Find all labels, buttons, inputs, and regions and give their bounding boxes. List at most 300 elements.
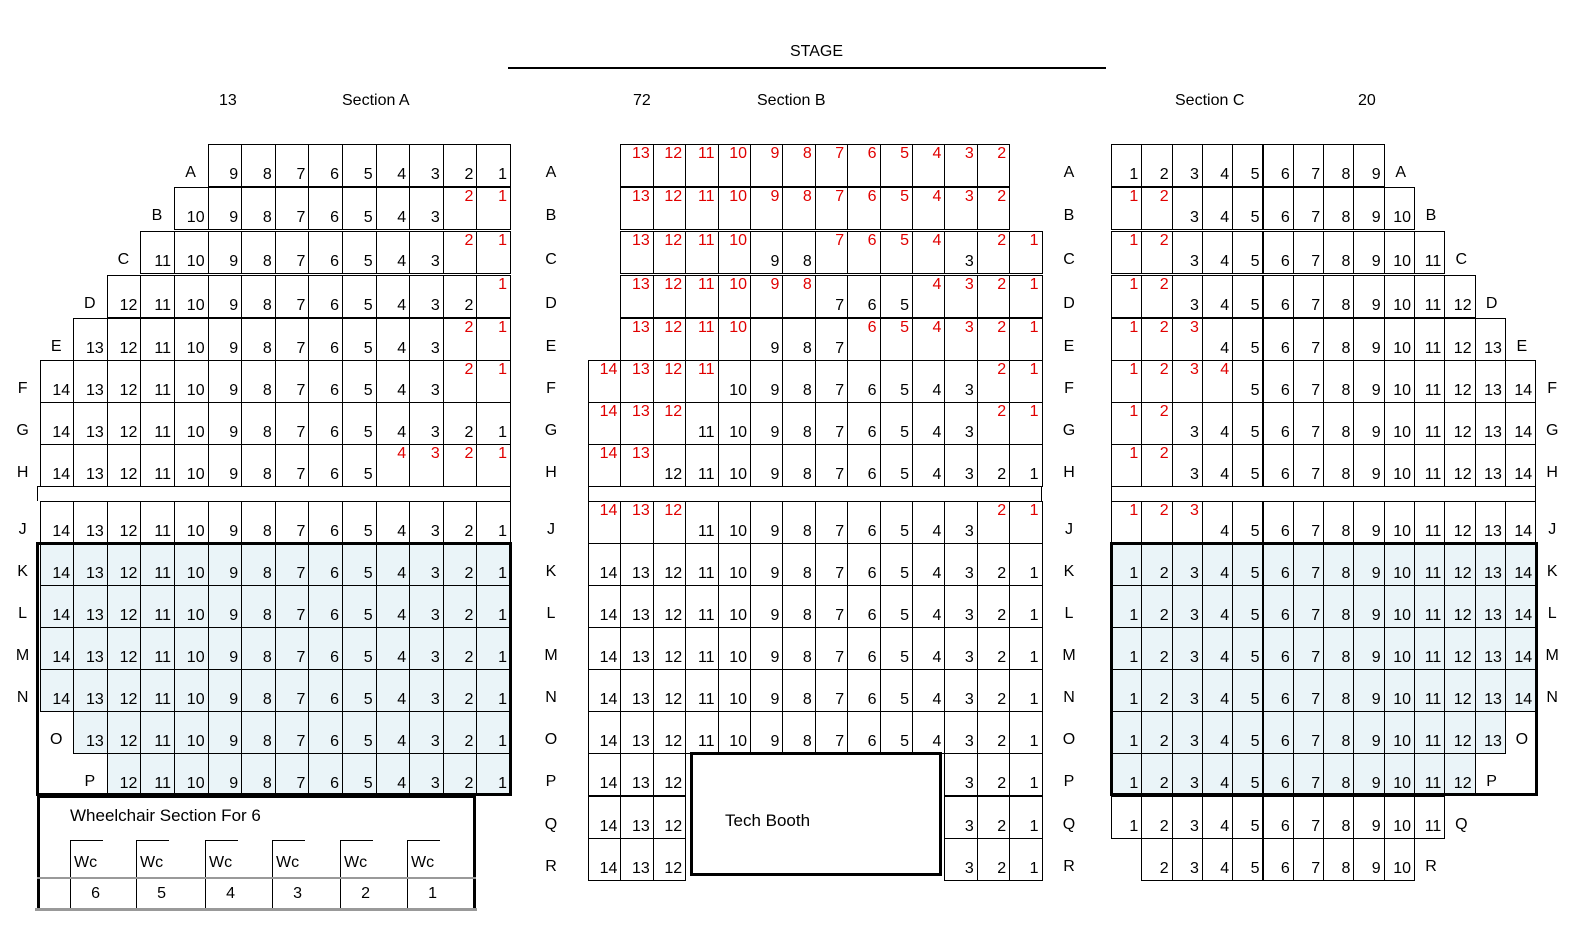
seat-a-F-7[interactable] (275, 360, 310, 403)
seat-c-G-10[interactable] (1384, 402, 1415, 445)
seat-b-L-7[interactable] (815, 585, 848, 628)
seat-c-F-4[interactable] (1202, 360, 1233, 403)
seat-c-G-4[interactable] (1202, 402, 1233, 445)
seat-c-J-5[interactable] (1232, 501, 1263, 544)
seat-c-J-11[interactable] (1414, 501, 1445, 544)
seat-b-C-1[interactable] (1009, 231, 1042, 274)
seat-a-O-10[interactable] (174, 711, 209, 754)
seat-a-M-7[interactable] (275, 627, 310, 670)
seat-c-J-3[interactable] (1172, 501, 1203, 544)
seat-c-Q-2[interactable] (1141, 796, 1172, 839)
seat-a-K-3[interactable] (409, 543, 444, 586)
seat-b-B-2[interactable] (977, 187, 1010, 230)
seat-b-M-6[interactable] (847, 627, 880, 670)
seat-b-K-4[interactable] (912, 543, 945, 586)
seat-a-G-5[interactable] (342, 402, 377, 445)
seat-b-A-11[interactable] (685, 144, 718, 187)
seat-a-A-4[interactable] (376, 144, 411, 187)
seat-c-M-4[interactable] (1202, 627, 1233, 670)
seat-a-A-7[interactable] (275, 144, 310, 187)
seat-b-P-1[interactable] (1009, 753, 1042, 796)
seat-c-C-6[interactable] (1263, 231, 1294, 274)
seat-b-L-12[interactable] (653, 585, 686, 628)
seat-c-R-5[interactable] (1232, 838, 1263, 881)
seat-a-K-1[interactable] (476, 543, 511, 586)
seat-b-P-12[interactable] (653, 753, 686, 796)
seat-a-P-6[interactable] (308, 753, 343, 796)
seat-b-P-3[interactable] (944, 753, 977, 796)
seat-a-D-5[interactable] (342, 275, 377, 318)
seat-a-G-12[interactable] (107, 402, 142, 445)
seat-b-F-9[interactable] (750, 360, 783, 403)
seat-a-L-4[interactable] (376, 585, 411, 628)
seat-c-K-10[interactable] (1384, 543, 1415, 586)
seat-b-O-8[interactable] (782, 711, 815, 754)
seat-c-H-8[interactable] (1323, 444, 1354, 487)
seat-a-O-9[interactable] (208, 711, 243, 754)
seat-a-P-7[interactable] (275, 753, 310, 796)
seat-a-C-9[interactable] (208, 231, 243, 274)
seat-c-C-10[interactable] (1384, 231, 1415, 274)
seat-c-H-14[interactable] (1505, 444, 1536, 487)
seat-c-O-2[interactable] (1141, 711, 1172, 754)
seat-b-Q-1[interactable] (1009, 796, 1042, 839)
seat-c-M-6[interactable] (1263, 627, 1294, 670)
seat-b-E-11[interactable] (685, 318, 718, 361)
seat-b-F-2[interactable] (977, 360, 1010, 403)
seat-c-J-4[interactable] (1202, 501, 1233, 544)
seat-b-A-6[interactable] (847, 144, 880, 187)
seat-a-N-8[interactable] (241, 669, 276, 712)
seat-c-N-6[interactable] (1263, 669, 1294, 712)
seat-a-E-2[interactable] (443, 318, 478, 361)
seat-a-J-1[interactable] (476, 501, 511, 544)
seat-b-J-14[interactable] (588, 501, 621, 544)
seat-b-H-8[interactable] (782, 444, 815, 487)
seat-c-O-3[interactable] (1172, 711, 1203, 754)
seat-b-H-6[interactable] (847, 444, 880, 487)
seat-b-M-14[interactable] (588, 627, 621, 670)
seat-c-E-7[interactable] (1293, 318, 1324, 361)
seat-a-J-9[interactable] (208, 501, 243, 544)
seat-b-J-5[interactable] (880, 501, 913, 544)
seat-c-H-9[interactable] (1353, 444, 1384, 487)
seat-c-N-13[interactable] (1475, 669, 1506, 712)
seat-b-H-14[interactable] (588, 444, 621, 487)
seat-b-F-4[interactable] (912, 360, 945, 403)
seat-a-K-11[interactable] (140, 543, 175, 586)
seat-b-H-12[interactable] (653, 444, 686, 487)
seat-c-F-8[interactable] (1323, 360, 1354, 403)
seat-c-G-1[interactable] (1111, 402, 1142, 445)
wheelchair-seat-1[interactable] (407, 840, 440, 878)
seat-c-E-9[interactable] (1353, 318, 1384, 361)
seat-c-F-6[interactable] (1263, 360, 1294, 403)
seat-c-F-1[interactable] (1111, 360, 1142, 403)
seat-b-Q-12[interactable] (653, 796, 686, 839)
seat-b-F-12[interactable] (653, 360, 686, 403)
seat-b-B-8[interactable] (782, 187, 815, 230)
seat-a-J-13[interactable] (73, 501, 108, 544)
seat-c-E-4[interactable] (1202, 318, 1233, 361)
seat-b-P-2[interactable] (977, 753, 1010, 796)
seat-b-N-1[interactable] (1009, 669, 1042, 712)
seat-c-K-4[interactable] (1202, 543, 1233, 586)
seat-a-O-2[interactable] (443, 711, 478, 754)
seat-c-Q-1[interactable] (1111, 796, 1142, 839)
seat-b-C-12[interactable] (653, 231, 686, 274)
seat-b-B-13[interactable] (620, 187, 653, 230)
seat-b-R-14[interactable] (588, 838, 621, 881)
seat-a-H-14[interactable] (40, 444, 75, 487)
seat-c-M-11[interactable] (1414, 627, 1445, 670)
seat-c-N-4[interactable] (1202, 669, 1233, 712)
seat-b-E-12[interactable] (653, 318, 686, 361)
seat-c-O-4[interactable] (1202, 711, 1233, 754)
seat-c-H-7[interactable] (1293, 444, 1324, 487)
seat-b-M-3[interactable] (944, 627, 977, 670)
seat-b-D-5[interactable] (880, 275, 913, 318)
seat-a-F-12[interactable] (107, 360, 142, 403)
seat-a-D-12[interactable] (107, 275, 142, 318)
seat-c-F-7[interactable] (1293, 360, 1324, 403)
seat-c-J-12[interactable] (1444, 501, 1475, 544)
seat-c-L-6[interactable] (1263, 585, 1294, 628)
seat-a-P-1[interactable] (476, 753, 511, 796)
seat-a-J-2[interactable] (443, 501, 478, 544)
seat-c-J-9[interactable] (1353, 501, 1384, 544)
seat-c-O-10[interactable] (1384, 711, 1415, 754)
seat-a-G-9[interactable] (208, 402, 243, 445)
seat-c-P-8[interactable] (1323, 753, 1354, 796)
seat-c-L-7[interactable] (1293, 585, 1324, 628)
seat-c-G-7[interactable] (1293, 402, 1324, 445)
seat-a-F-10[interactable] (174, 360, 209, 403)
seat-c-L-10[interactable] (1384, 585, 1415, 628)
seat-b-F-5[interactable] (880, 360, 913, 403)
seat-a-G-13[interactable] (73, 402, 108, 445)
seat-a-M-3[interactable] (409, 627, 444, 670)
seat-b-L-1[interactable] (1009, 585, 1042, 628)
seat-a-M-13[interactable] (73, 627, 108, 670)
seat-a-L-5[interactable] (342, 585, 377, 628)
seat-b-C-10[interactable] (718, 231, 751, 274)
seat-a-F-9[interactable] (208, 360, 243, 403)
seat-a-P-5[interactable] (342, 753, 377, 796)
seat-b-G-10[interactable] (718, 402, 751, 445)
seat-a-N-12[interactable] (107, 669, 142, 712)
seat-c-H-5[interactable] (1232, 444, 1263, 487)
seat-a-J-8[interactable] (241, 501, 276, 544)
seat-b-L-5[interactable] (880, 585, 913, 628)
seat-c-D-10[interactable] (1384, 275, 1415, 318)
seat-c-F-5[interactable] (1232, 360, 1263, 403)
seat-b-B-5[interactable] (880, 187, 913, 230)
seat-a-G-1[interactable] (476, 402, 511, 445)
seat-c-A-5[interactable] (1232, 144, 1263, 187)
seat-c-R-2[interactable] (1141, 838, 1172, 881)
seat-a-H-11[interactable] (140, 444, 175, 487)
seat-b-R-3[interactable] (944, 838, 977, 881)
seat-a-L-13[interactable] (73, 585, 108, 628)
seat-a-J-10[interactable] (174, 501, 209, 544)
seat-c-N-1[interactable] (1111, 669, 1142, 712)
seat-b-N-4[interactable] (912, 669, 945, 712)
seat-c-C-7[interactable] (1293, 231, 1324, 274)
seat-a-E-1[interactable] (476, 318, 511, 361)
seat-a-E-5[interactable] (342, 318, 377, 361)
seat-c-O-5[interactable] (1232, 711, 1263, 754)
seat-c-N-7[interactable] (1293, 669, 1324, 712)
seat-b-A-9[interactable] (750, 144, 783, 187)
seat-b-K-12[interactable] (653, 543, 686, 586)
seat-a-A-2[interactable] (443, 144, 478, 187)
seat-b-E-10[interactable] (718, 318, 751, 361)
seat-b-A-12[interactable] (653, 144, 686, 187)
seat-c-H-11[interactable] (1414, 444, 1445, 487)
seat-b-M-8[interactable] (782, 627, 815, 670)
seat-a-H-3[interactable] (409, 444, 444, 487)
seat-a-E-9[interactable] (208, 318, 243, 361)
seat-c-K-13[interactable] (1475, 543, 1506, 586)
seat-b-G-2[interactable] (977, 402, 1010, 445)
seat-b-L-14[interactable] (588, 585, 621, 628)
seat-a-L-14[interactable] (40, 585, 75, 628)
seat-b-E-7[interactable] (815, 318, 848, 361)
seat-b-Q-2[interactable] (977, 796, 1010, 839)
seat-c-O-1[interactable] (1111, 711, 1142, 754)
seat-a-F-13[interactable] (73, 360, 108, 403)
seat-b-L-4[interactable] (912, 585, 945, 628)
seat-c-C-4[interactable] (1202, 231, 1233, 274)
seat-b-P-14[interactable] (588, 753, 621, 796)
seat-b-L-2[interactable] (977, 585, 1010, 628)
seat-a-N-6[interactable] (308, 669, 343, 712)
seat-a-L-3[interactable] (409, 585, 444, 628)
seat-c-J-10[interactable] (1384, 501, 1415, 544)
seat-c-H-6[interactable] (1263, 444, 1294, 487)
seat-c-C-1[interactable] (1111, 231, 1142, 274)
seat-b-O-6[interactable] (847, 711, 880, 754)
seat-a-H-12[interactable] (107, 444, 142, 487)
seat-c-P-5[interactable] (1232, 753, 1263, 796)
seat-c-O-11[interactable] (1414, 711, 1445, 754)
seat-b-F-14[interactable] (588, 360, 621, 403)
seat-b-H-5[interactable] (880, 444, 913, 487)
seat-c-B-2[interactable] (1141, 187, 1172, 230)
seat-b-F-10[interactable] (718, 360, 751, 403)
seat-a-J-4[interactable] (376, 501, 411, 544)
seat-c-Q-3[interactable] (1172, 796, 1203, 839)
seat-c-O-7[interactable] (1293, 711, 1324, 754)
seat-b-G-13[interactable] (620, 402, 653, 445)
seat-a-M-2[interactable] (443, 627, 478, 670)
seat-c-H-1[interactable] (1111, 444, 1142, 487)
seat-c-G-3[interactable] (1172, 402, 1203, 445)
seat-c-J-14[interactable] (1505, 501, 1536, 544)
seat-b-H-11[interactable] (685, 444, 718, 487)
seat-b-F-13[interactable] (620, 360, 653, 403)
seat-c-D-1[interactable] (1111, 275, 1142, 318)
seat-a-G-4[interactable] (376, 402, 411, 445)
seat-c-L-2[interactable] (1141, 585, 1172, 628)
seat-a-M-5[interactable] (342, 627, 377, 670)
seat-c-C-11[interactable] (1414, 231, 1445, 274)
seat-b-G-1[interactable] (1009, 402, 1042, 445)
seat-b-G-6[interactable] (847, 402, 880, 445)
seat-a-L-11[interactable] (140, 585, 175, 628)
seat-a-M-14[interactable] (40, 627, 75, 670)
seat-c-G-13[interactable] (1475, 402, 1506, 445)
seat-a-G-8[interactable] (241, 402, 276, 445)
seat-a-K-2[interactable] (443, 543, 478, 586)
seat-b-G-3[interactable] (944, 402, 977, 445)
seat-b-J-1[interactable] (1009, 501, 1042, 544)
seat-b-P-13[interactable] (620, 753, 653, 796)
seat-b-N-2[interactable] (977, 669, 1010, 712)
seat-c-R-3[interactable] (1172, 838, 1203, 881)
seat-a-O-1[interactable] (476, 711, 511, 754)
seat-c-E-2[interactable] (1141, 318, 1172, 361)
seat-b-B-10[interactable] (718, 187, 751, 230)
seat-a-E-8[interactable] (241, 318, 276, 361)
seat-b-J-6[interactable] (847, 501, 880, 544)
seat-a-O-3[interactable] (409, 711, 444, 754)
seat-a-F-6[interactable] (308, 360, 343, 403)
seat-b-M-13[interactable] (620, 627, 653, 670)
seat-b-O-14[interactable] (588, 711, 621, 754)
seat-c-C-5[interactable] (1232, 231, 1263, 274)
seat-a-G-2[interactable] (443, 402, 478, 445)
seat-b-K-8[interactable] (782, 543, 815, 586)
seat-b-G-11[interactable] (685, 402, 718, 445)
seat-b-E-4[interactable] (912, 318, 945, 361)
seat-c-K-1[interactable] (1111, 543, 1142, 586)
seat-c-N-5[interactable] (1232, 669, 1263, 712)
seat-c-B-1[interactable] (1111, 187, 1142, 230)
seat-a-A-8[interactable] (241, 144, 276, 187)
seat-c-O-6[interactable] (1263, 711, 1294, 754)
seat-c-O-12[interactable] (1444, 711, 1475, 754)
seat-b-K-10[interactable] (718, 543, 751, 586)
seat-a-K-7[interactable] (275, 543, 310, 586)
seat-a-L-2[interactable] (443, 585, 478, 628)
seat-b-J-10[interactable] (718, 501, 751, 544)
seat-c-K-7[interactable] (1293, 543, 1324, 586)
seat-b-K-5[interactable] (880, 543, 913, 586)
seat-c-B-4[interactable] (1202, 187, 1233, 230)
seat-c-L-14[interactable] (1505, 585, 1536, 628)
seat-a-C-1[interactable] (476, 231, 511, 274)
seat-a-F-8[interactable] (241, 360, 276, 403)
seat-b-K-11[interactable] (685, 543, 718, 586)
seat-c-G-14[interactable] (1505, 402, 1536, 445)
seat-c-R-4[interactable] (1202, 838, 1233, 881)
seat-c-P-2[interactable] (1141, 753, 1172, 796)
seat-c-N-2[interactable] (1141, 669, 1172, 712)
seat-b-D-9[interactable] (750, 275, 783, 318)
seat-a-G-10[interactable] (174, 402, 209, 445)
seat-a-K-4[interactable] (376, 543, 411, 586)
seat-c-F-12[interactable] (1444, 360, 1475, 403)
seat-b-Q-13[interactable] (620, 796, 653, 839)
seat-a-F-5[interactable] (342, 360, 377, 403)
seat-b-H-9[interactable] (750, 444, 783, 487)
seat-c-L-4[interactable] (1202, 585, 1233, 628)
seat-c-F-13[interactable] (1475, 360, 1506, 403)
seat-c-O-8[interactable] (1323, 711, 1354, 754)
seat-a-E-10[interactable] (174, 318, 209, 361)
seat-c-N-9[interactable] (1353, 669, 1384, 712)
seat-c-Q-5[interactable] (1232, 796, 1263, 839)
seat-c-N-8[interactable] (1323, 669, 1354, 712)
seat-b-H-3[interactable] (944, 444, 977, 487)
seat-c-R-9[interactable] (1353, 838, 1384, 881)
seat-b-F-11[interactable] (685, 360, 718, 403)
seat-c-E-8[interactable] (1323, 318, 1354, 361)
seat-c-M-12[interactable] (1444, 627, 1475, 670)
seat-a-E-7[interactable] (275, 318, 310, 361)
seat-c-A-9[interactable] (1353, 144, 1384, 187)
seat-a-B-6[interactable] (308, 187, 343, 230)
seat-b-N-7[interactable] (815, 669, 848, 712)
seat-c-C-2[interactable] (1141, 231, 1172, 274)
seat-b-O-9[interactable] (750, 711, 783, 754)
seat-b-E-8[interactable] (782, 318, 815, 361)
seat-a-M-4[interactable] (376, 627, 411, 670)
seat-b-J-9[interactable] (750, 501, 783, 544)
seat-c-K-5[interactable] (1232, 543, 1263, 586)
seat-b-E-2[interactable] (977, 318, 1010, 361)
seat-a-L-12[interactable] (107, 585, 142, 628)
seat-a-C-4[interactable] (376, 231, 411, 274)
seat-c-G-5[interactable] (1232, 402, 1263, 445)
seat-a-P-12[interactable] (107, 753, 142, 796)
seat-c-G-11[interactable] (1414, 402, 1445, 445)
seat-c-G-8[interactable] (1323, 402, 1354, 445)
seat-b-G-5[interactable] (880, 402, 913, 445)
seat-c-B-8[interactable] (1323, 187, 1354, 230)
seat-c-K-8[interactable] (1323, 543, 1354, 586)
seat-c-M-13[interactable] (1475, 627, 1506, 670)
seat-a-A-1[interactable] (476, 144, 511, 187)
seat-a-N-10[interactable] (174, 669, 209, 712)
seat-b-K-14[interactable] (588, 543, 621, 586)
seat-c-D-3[interactable] (1172, 275, 1203, 318)
seat-a-H-7[interactable] (275, 444, 310, 487)
seat-c-G-2[interactable] (1141, 402, 1172, 445)
seat-b-C-2[interactable] (977, 231, 1010, 274)
seat-c-E-13[interactable] (1475, 318, 1506, 361)
seat-c-O-13[interactable] (1475, 711, 1506, 754)
seat-c-F-9[interactable] (1353, 360, 1384, 403)
seat-a-J-12[interactable] (107, 501, 142, 544)
seat-a-N-9[interactable] (208, 669, 243, 712)
seat-b-K-3[interactable] (944, 543, 977, 586)
seat-c-E-11[interactable] (1414, 318, 1445, 361)
seat-a-D-3[interactable] (409, 275, 444, 318)
seat-a-M-8[interactable] (241, 627, 276, 670)
seat-c-M-10[interactable] (1384, 627, 1415, 670)
seat-c-F-11[interactable] (1414, 360, 1445, 403)
seat-c-L-3[interactable] (1172, 585, 1203, 628)
seat-c-L-12[interactable] (1444, 585, 1475, 628)
seat-b-J-8[interactable] (782, 501, 815, 544)
seat-c-H-4[interactable] (1202, 444, 1233, 487)
seat-a-A-9[interactable] (208, 144, 243, 187)
seat-b-N-6[interactable] (847, 669, 880, 712)
seat-b-J-4[interactable] (912, 501, 945, 544)
